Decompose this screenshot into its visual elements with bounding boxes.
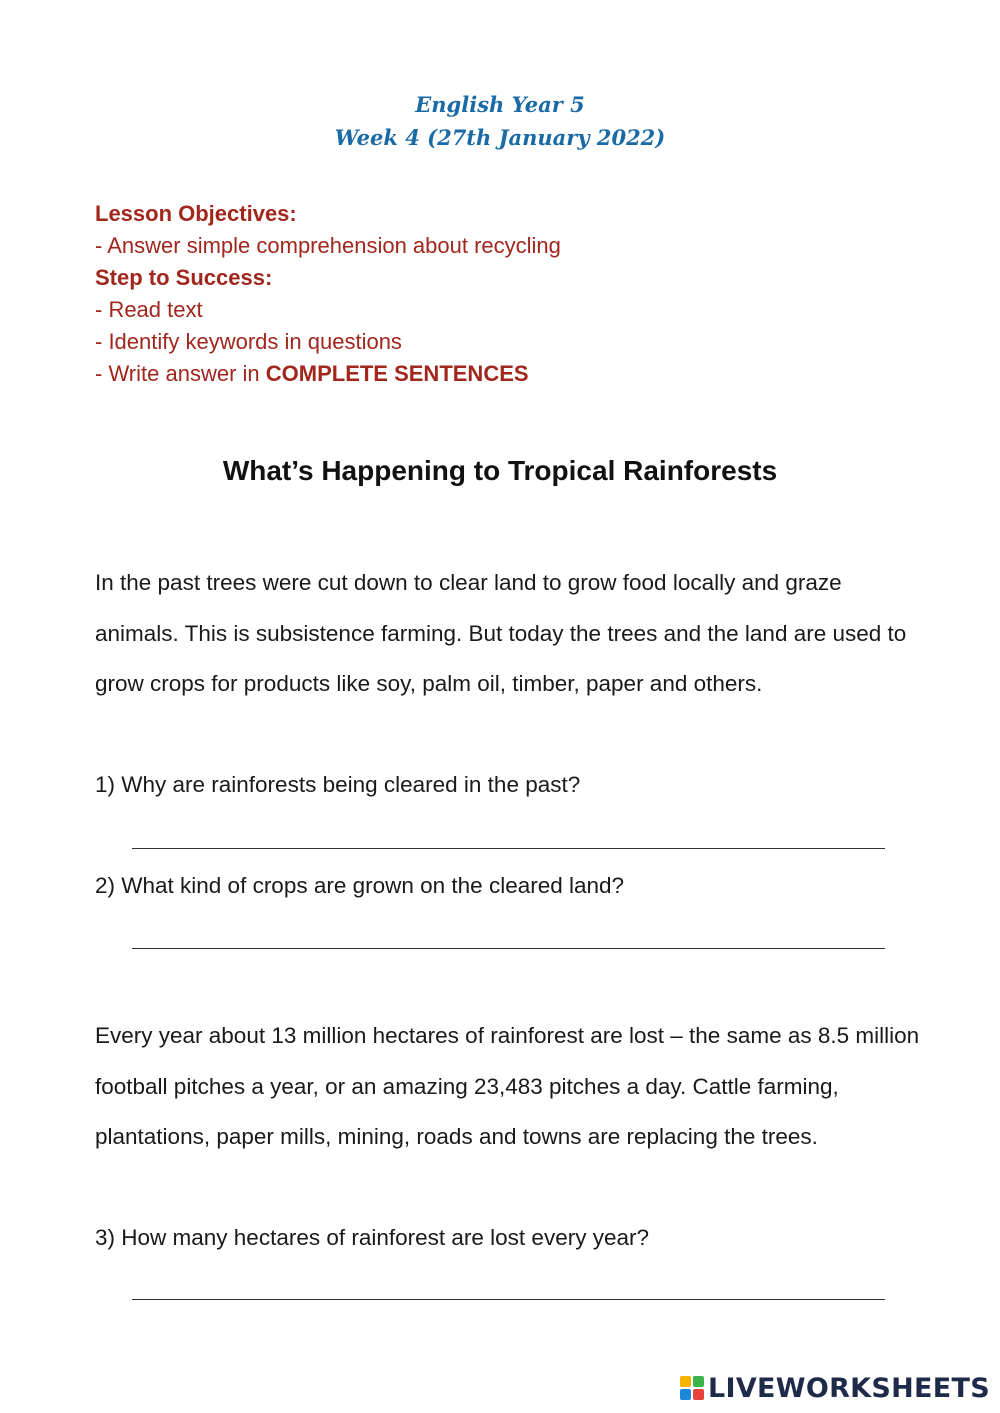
step-emphasis: COMPLETE SENTENCES bbox=[265, 361, 529, 386]
step-item: - Read text bbox=[95, 297, 203, 322]
step-prefix: - Write answer in bbox=[95, 361, 266, 386]
worksheet-header bbox=[0, 88, 1000, 154]
brand-name: LIVEWORKSHEETS bbox=[707, 1372, 990, 1404]
objectives-heading: Lesson Objectives: bbox=[95, 201, 297, 226]
steps-heading: Step to Success: bbox=[95, 265, 273, 290]
question-3: 3) How many hectares of rainforest are lost every year? bbox=[95, 1225, 649, 1250]
header-week: Week 4 (27th January 2022) bbox=[334, 125, 666, 150]
liveworksheets-logo-icon bbox=[680, 1376, 704, 1400]
page-title: What’s Happening to Tropical Rainforests bbox=[222, 455, 778, 486]
step-item: - Identify keywords in questions bbox=[95, 329, 402, 354]
answer-line-3[interactable] bbox=[132, 1299, 885, 1300]
question-2: 2) What kind of crops are grown on the cleared land? bbox=[95, 873, 625, 898]
question-1: 1) Why are rainforests being cleared in the past? bbox=[95, 772, 581, 797]
answer-line-1[interactable] bbox=[132, 848, 885, 849]
step-item bbox=[95, 358, 915, 390]
reading-passage-1: In the past trees were cut down to clear land to grow food locally and graze animals. This is subsistence farming. But today the trees and the land are used to grow crops for products like soy, palm oil, timber, paper and others. bbox=[95, 570, 907, 696]
liveworksheets-brand bbox=[680, 1371, 990, 1405]
objective-item: - Answer simple comprehension about recycling bbox=[95, 233, 561, 258]
header-subject: English Year 5 bbox=[415, 92, 585, 117]
answer-line-2[interactable] bbox=[132, 948, 885, 949]
lesson-objectives bbox=[95, 198, 915, 390]
reading-passage-2: Every year about 13 million hectares of rainforest are lost – the same as 8.5 million football pitches a year, or an amazing 23,483 pitches a day. Cattle farming, plantations, paper mills, mining, roads and towns are replacing the trees. bbox=[95, 1023, 920, 1149]
